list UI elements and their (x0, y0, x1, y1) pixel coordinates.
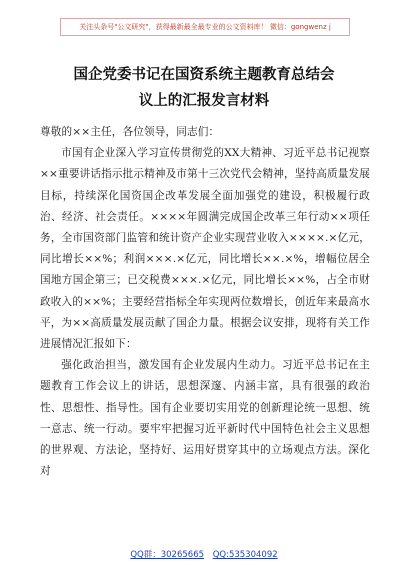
title-line-1: 国企党委书记在国资系统主题教育总结会 (73, 66, 335, 83)
paragraph-2: 强化政治担当，激发国有企业发展内生动力。习近平总书记在主题教育工作会议上的讲话，思想深邃、内涵丰富，具有很强的政治性、思想性、指导性。国有企业要切实用党的创新理论统一思想、统一意志、统一行动。要牢牢把握习近平新时代中国特色社会主义思想的世界观、方法论，坚持好、运用好贯穿其中的立场观点方法。深化对 (40, 359, 370, 478)
footer-qq: QQ:535304092 (212, 550, 278, 560)
salutation: 尊敬的××主任，各位领导，同志们： (40, 126, 220, 138)
paragraph-1: 市国有企业深入学习宣传贯彻党的XX大精神、习近平总书记视察××重要讲话指示批示精神及市第十三次党代会精神，坚持高质量发展目标，持续深化国资国企改革发展全面加强党的建设，积极履行政治、经济、社会责任。××××年圆满完成国企改革三年行动××项任务，全市国资部门监管和统计资产企业实现营业收入××××.×亿元，同比增长××%；利润×××.×亿元，同比增长××.×%，增幅位居全国地方国企第三；已交税费×××.×亿元，同比增长××%，占全市财政收入的××%；主要经营指标全年实现两位数增长，创近年来最高水平，为××高质量发展贡献了国企力量。根据会议安排，现将有关工作进展情况汇报如下： (40, 147, 370, 351)
footer-qq-group: QQ群：30265665 (130, 550, 205, 560)
page-footer (0, 548, 408, 560)
promo-banner-text: 关注头条号"公文研究"，获得最新最全最专业的公文资料库！ 微信：gongwenz j (79, 23, 331, 31)
document-title (40, 62, 368, 114)
document-body (40, 122, 370, 482)
title-line-2: 议上的汇报发言材料 (138, 92, 270, 109)
promo-banner (60, 18, 350, 36)
